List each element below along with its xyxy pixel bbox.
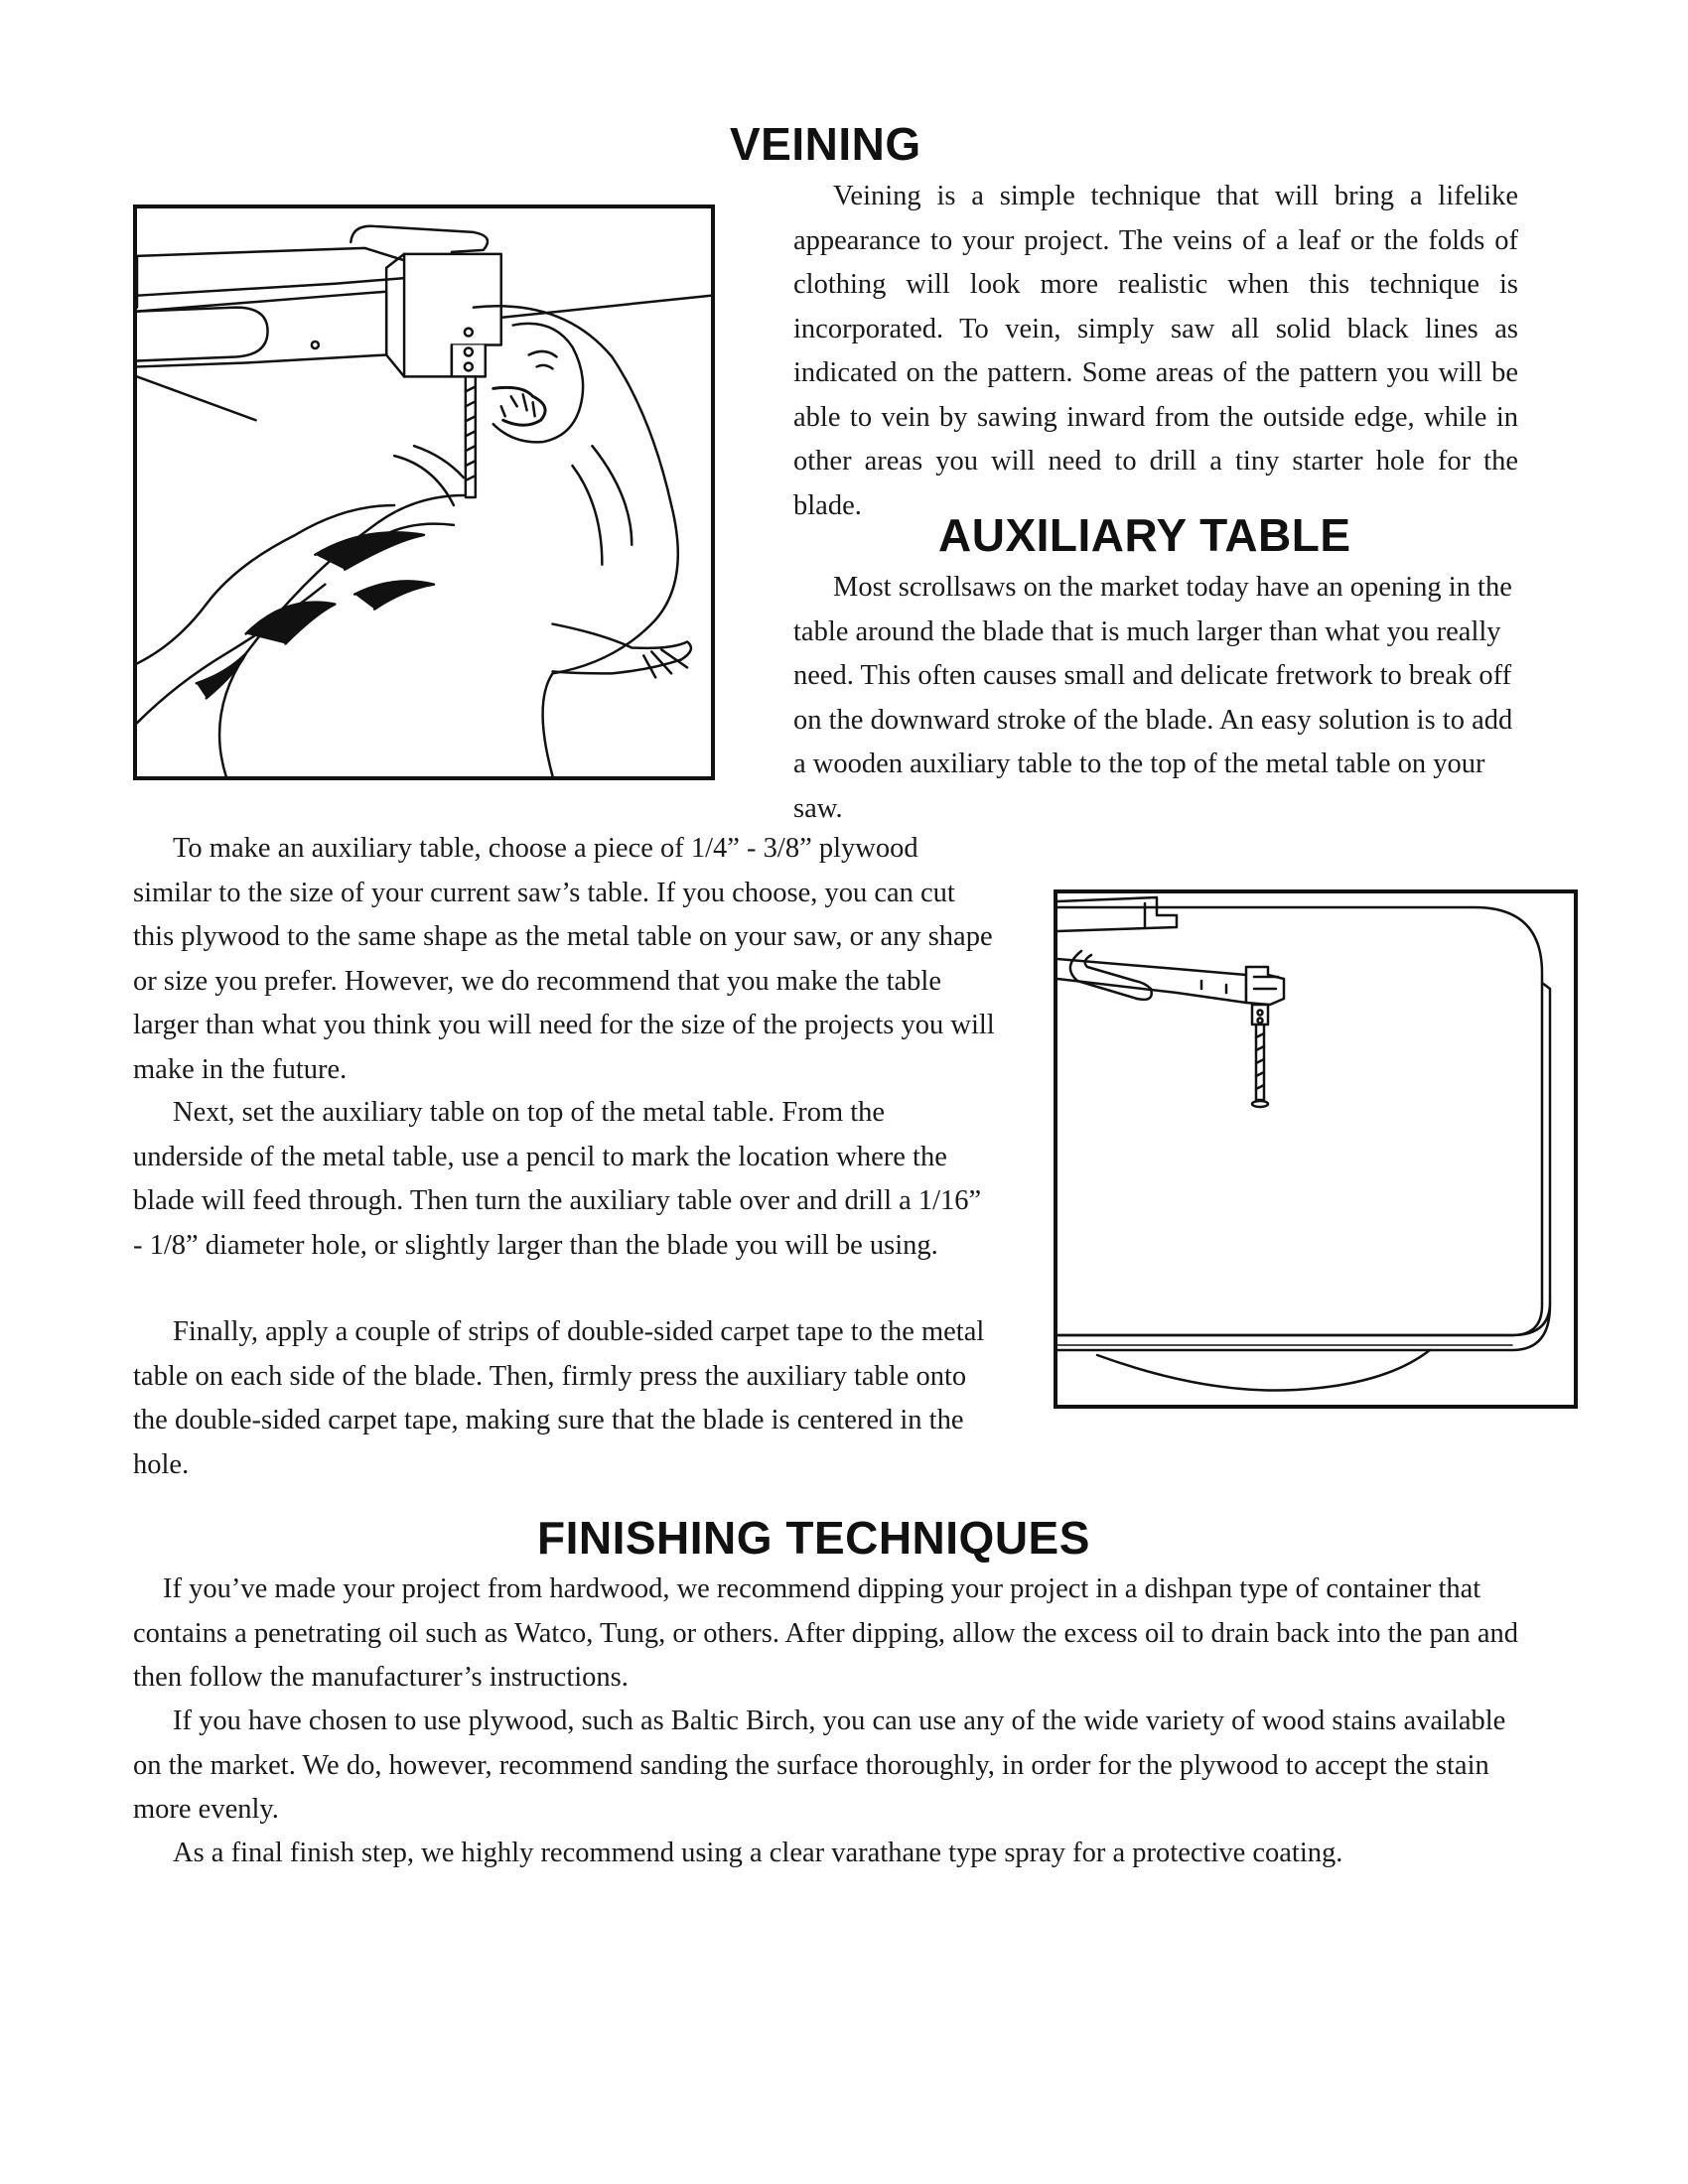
- auxiliary-paragraph-2: Next, set the auxiliary table on top of the metal table. From the underside of the metal table, use a pencil to mark the location where the blade will feed through. Then turn the auxiliary table over and drill a 1/16” - 1/8” diameter hole, or slightly larger than the blade you will be using.: [133, 1097, 982, 1261]
- auxiliary-paragraph-3: Finally, apply a couple of strips of double-sided carpet tape to the metal table on each side of the blade. Then, firmly press the auxiliary table onto the double-sided carpet tape, making sure that the blade is centered in the hole.: [133, 1316, 985, 1480]
- finishing-paragraph-3: As a final finish step, we highly recommend using a clear varathane type spray for a protective coating.: [173, 1838, 1343, 1868]
- auxiliary-paragraph-1: To make an auxiliary table, choose a piece of 1/4” - 3/8” plywood similar to the size of your current saw’s table. If you choose, you can cut this plywood to the same shape as the metal table on your saw, or any shape or size you prefer. However, we do recommend that you make the table larger than what you think you will need for the size of the projects you will make in the future.: [133, 833, 995, 1085]
- auxiliary-table-illustration: [1054, 889, 1578, 1409]
- auxiliary-intro-paragraph: Most scrollsaws on the market today have an opening in the table around the blade that is much larger than what you really need. This often causes small and delicate fretwork to break off on the downward stroke of the blade. An easy solution is to add a wooden auxiliary table to the top of the metal table on your saw.: [793, 572, 1513, 824]
- veining-illustration: [133, 205, 715, 780]
- auxiliary-table-heading: AUXILIARY TABLE: [938, 509, 1351, 561]
- finishing-techniques-heading: FINISHING TECHNIQUES: [537, 1512, 1090, 1564]
- finishing-paragraph-1: If you’ve made your project from hardwood, we recommend dipping your project in a dishpan type of container that contains a penetrating oil such as Watco, Tung, or others. After dipping, allow the excess oil to drain back into the pan and then follow the manufacturer’s instructions.: [133, 1573, 1518, 1693]
- veining-paragraph: Veining is a simple technique that will bring a lifelike appearance to your project. The veins of a leaf or the folds of clothing will look more realistic when this technique is incorporated. To vein, simply saw all solid black lines as indicated on the pattern. Some areas of the pattern you will be able to vein by sawing inward from the outside edge, while in other areas you will need to drill a tiny starter hole for the blade.: [793, 181, 1518, 521]
- finishing-paragraph-2: If you have chosen to use plywood, such as Baltic Birch, you can use any of the wide variety of wood stains available on the market. We do, however, recommend sanding the surface thoroughly, in order for the plywood to accept the stain more evenly.: [133, 1706, 1506, 1825]
- veining-heading: VEINING: [730, 118, 921, 170]
